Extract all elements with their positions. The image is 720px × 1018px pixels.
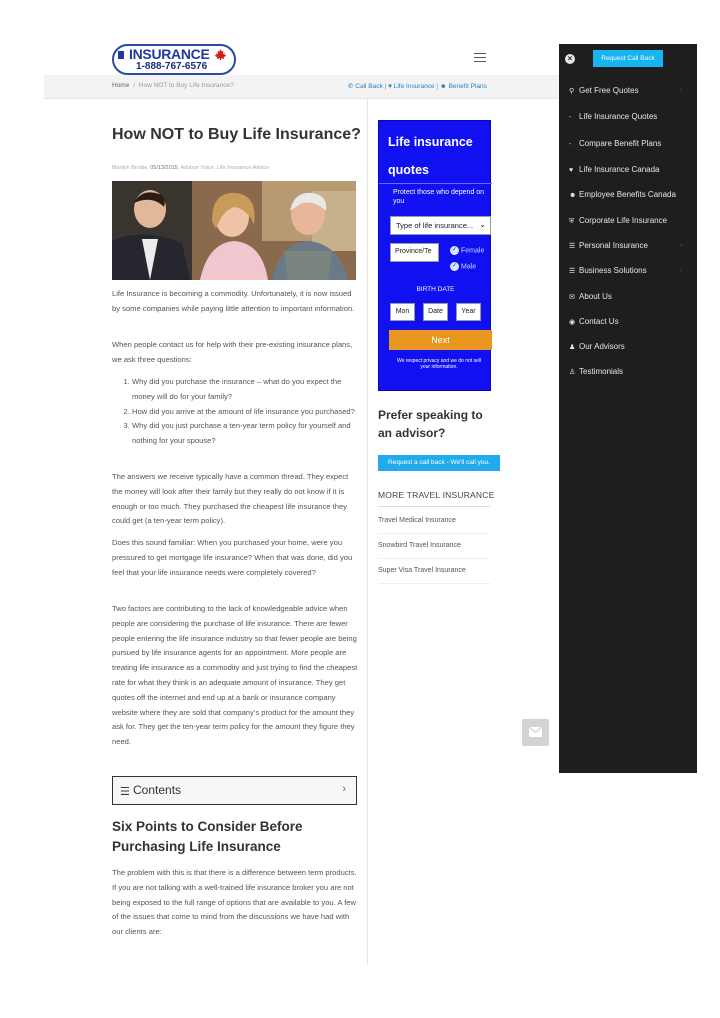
menu-item-label: Testimonials	[579, 367, 624, 376]
side-menu	[559, 44, 697, 773]
menu-item-label: Business Solutions	[579, 266, 647, 275]
contents-label: Contents	[133, 783, 182, 797]
article-paragraph: Life Insurance is becoming a commodity. Unfortunately, it is now issued by some companies while paying little attention to important information.	[112, 289, 355, 313]
list-icon: ☰	[120, 786, 130, 798]
divider	[378, 558, 490, 559]
menu-item-about-us[interactable]	[569, 292, 612, 301]
person-icon: ♙	[569, 369, 576, 376]
breadcrumb-bar	[44, 75, 560, 99]
article-paragraph: Does this sound familiar: When you purchased your home, were you pressured to get mortgage life insurance? When that was done, did you feel that your life insurance needs were completely covered?	[112, 538, 353, 577]
email-icon[interactable]	[522, 719, 549, 746]
life-insurance-link[interactable]: Life Insurance	[393, 83, 435, 90]
menu-item-label: Corporate Life Insurance	[579, 216, 668, 225]
check-icon: ✓	[451, 247, 458, 253]
menu-item-compare-benefit-plans[interactable]	[569, 139, 661, 148]
heart-icon: ♥	[569, 167, 574, 174]
menu-item-label: Get Free Quotes	[579, 86, 639, 95]
next-button[interactable]: Next	[389, 330, 492, 350]
logo-mark	[118, 51, 124, 59]
dash-icon: -	[569, 141, 572, 148]
search-icon: ⚲	[569, 88, 575, 95]
post-date: 05/13/2015	[150, 165, 178, 171]
super-visa-travel-link[interactable]: Super Visa Travel Insurance	[378, 567, 466, 574]
menu-item-label: Personal Insurance	[579, 241, 648, 250]
divider	[379, 183, 492, 184]
menu-item-label: Compare Benefit Plans	[579, 139, 662, 148]
table-of-contents-toggle[interactable]	[112, 776, 357, 805]
post-author[interactable]: Marilyn Brodie	[112, 165, 148, 171]
logo-text: INSURANCE	[129, 46, 210, 62]
menu-item-get-free-quotes[interactable]	[569, 86, 639, 95]
dash-icon: -	[569, 114, 572, 121]
divider	[378, 583, 490, 584]
check-icon: ✓	[451, 263, 458, 269]
column-divider	[367, 99, 368, 965]
section-heading: Six Points to Consider Before Purchasing Life Insurance	[112, 819, 303, 854]
male-radio[interactable]	[450, 262, 476, 271]
questions-list	[112, 375, 358, 449]
divider	[378, 506, 490, 507]
hamburger-icon[interactable]	[474, 53, 486, 62]
group-icon: ☻	[569, 192, 577, 199]
menu-item-corporate-life-insurance[interactable]	[569, 216, 667, 226]
birth-date-label: BIRTH DATE	[416, 286, 455, 293]
chat-icon: ✉	[569, 294, 575, 301]
heart-icon: ♥	[388, 83, 392, 90]
divider	[378, 533, 490, 534]
close-icon[interactable]: ×	[565, 54, 575, 64]
chevron-right-icon: ›	[680, 242, 683, 249]
request-callback-button[interactable]: Request a call back - We'll call you.	[378, 455, 500, 471]
breadcrumb	[112, 82, 234, 89]
chevron-right-icon: ›	[680, 87, 683, 94]
female-label: Female	[461, 247, 485, 255]
male-label: Male	[461, 263, 477, 271]
menu-item-label: Life Insurance Quotes	[579, 112, 658, 121]
list-icon: ☰	[569, 243, 576, 250]
breadcrumb-home[interactable]: Home	[112, 82, 130, 89]
menu-item-employee-benefits-canada[interactable]	[569, 190, 676, 199]
menu-item-label: Contact Us	[579, 317, 619, 326]
phone-icon: ✆	[348, 83, 354, 90]
menu-item-business-solutions[interactable]	[569, 266, 647, 275]
hero-image	[112, 181, 356, 280]
menu-item-label: Our Advisors	[579, 342, 625, 351]
article-paragraph: The problem with this is that there is a difference between term products. If you are not talking with a well-trained life insurance broker you are not being exposed to the full range of options that are available to you. A few of the issues that come to mind from the discussions we have had with our clients are:	[112, 868, 357, 937]
list-item: 2. How did you arrive at the amount of life insurance you purchased?	[132, 405, 358, 420]
menu-item-label: About Us	[579, 292, 612, 301]
menu-item-personal-insurance[interactable]	[569, 241, 648, 250]
chevron-right-icon: ›	[680, 267, 683, 274]
chevron-down-icon: ⌄	[479, 220, 486, 229]
link-separator: |	[436, 83, 439, 90]
quote-title-line1: Life insurance	[388, 135, 473, 149]
chevron-right-icon: ›	[342, 783, 346, 795]
list-icon: ☰	[569, 268, 576, 275]
prefer-advisor-heading: Prefer speaking to an advisor?	[378, 408, 483, 440]
privacy-note: We respect privacy and we do not sell your information.	[396, 358, 482, 370]
article-paragraph: The answers we receive typically have a common thread. They expect the money will look after their family but they really do not know if it is enough or too much. They purchased the cheapest life insurance they could get (a ten-year term policy).	[112, 472, 349, 526]
menu-item-label: Employee Benefits Canada	[579, 190, 676, 199]
shield-icon: ⛨	[569, 218, 575, 225]
top-links	[348, 82, 487, 90]
life-insurance-quote-form	[378, 120, 491, 391]
menu-item-life-insurance-canada[interactable]	[569, 165, 660, 174]
menu-item-life-insurance-quotes[interactable]	[569, 112, 657, 121]
insurance-type-select[interactable]	[390, 216, 491, 235]
menu-item-testimonials[interactable]	[569, 367, 623, 376]
article-paragraph: Two factors are contributing to the lack of knowledgeable advice when people are considering the purchase of life insurance. There are fewer people entering the life insurance industry so that fewer people are being pursued by life insurance agents for an appointment. More people are treating life insurance as a commodity and just trying to find the cheapest rate for what they think is an adequate amount of insurance. They get quotes off the internet and end up at a bank or insurance company website where they are sold that company’s product for the amount they ask for. They get the ten-year term policy for the amount they figure they need.	[112, 604, 358, 747]
breadcrumb-separator: /	[133, 82, 135, 89]
province-select[interactable]: Province/Te	[390, 243, 439, 262]
logo-phone: 1-888-767-6576	[136, 61, 208, 72]
female-radio[interactable]	[450, 246, 484, 255]
group-icon: ☻	[439, 83, 447, 90]
menu-item-contact-us[interactable]	[569, 317, 619, 326]
article-paragraph: When people contact us for help with their pre-existing insurance plans, we ask three questions:	[112, 340, 353, 364]
more-travel-heading: MORE TRAVEL INSURANCE	[378, 490, 495, 500]
breadcrumb-current: How NOT to Buy Life Insurance?	[138, 82, 234, 89]
menu-item-label: Life Insurance Canada	[579, 165, 660, 174]
maple-leaf-icon	[214, 49, 227, 60]
insurance-type-value: Type of life insurance...	[396, 221, 474, 230]
list-item: 3. Why did you just purchase a ten-year term policy for yourself and nothing for your spouse?	[132, 419, 358, 449]
site-logo[interactable]	[112, 44, 236, 75]
benefit-plans-link[interactable]: Benefit Plans	[448, 83, 487, 90]
call-back-link[interactable]: Call Back	[355, 83, 383, 90]
quote-protect-text: Protect those who depend on you	[393, 189, 485, 205]
travel-medical-link[interactable]: Travel Medical Insurance	[378, 517, 456, 524]
post-meta: Marilyn Brodie, 05/13/2015, Advisor Voice, Life Insurance Advice	[112, 165, 270, 171]
map-pin-icon: ◉	[569, 319, 576, 326]
quote-title-line2: quotes	[388, 163, 429, 177]
page-title: How NOT to Buy Life Insurance?	[112, 126, 361, 143]
post-categories[interactable]: Advisor Voice, Life Insurance Advice	[180, 165, 270, 171]
menu-item-our-advisors[interactable]	[569, 342, 625, 351]
link-separator: |	[384, 83, 387, 90]
birth-month-input[interactable]: Mon	[390, 303, 415, 321]
list-item: 1. Why did you purchase the insurance – what do you expect the money will do for your family?	[132, 375, 358, 405]
birth-year-input[interactable]: Year	[456, 303, 481, 321]
quote-form-title	[388, 128, 473, 184]
snowbird-travel-link[interactable]: Snowbird Travel Insurance	[378, 542, 461, 549]
birth-day-input[interactable]: Date	[423, 303, 448, 321]
users-icon: ♟	[569, 344, 576, 351]
request-call-back-button[interactable]: Request Call Back	[593, 50, 663, 67]
